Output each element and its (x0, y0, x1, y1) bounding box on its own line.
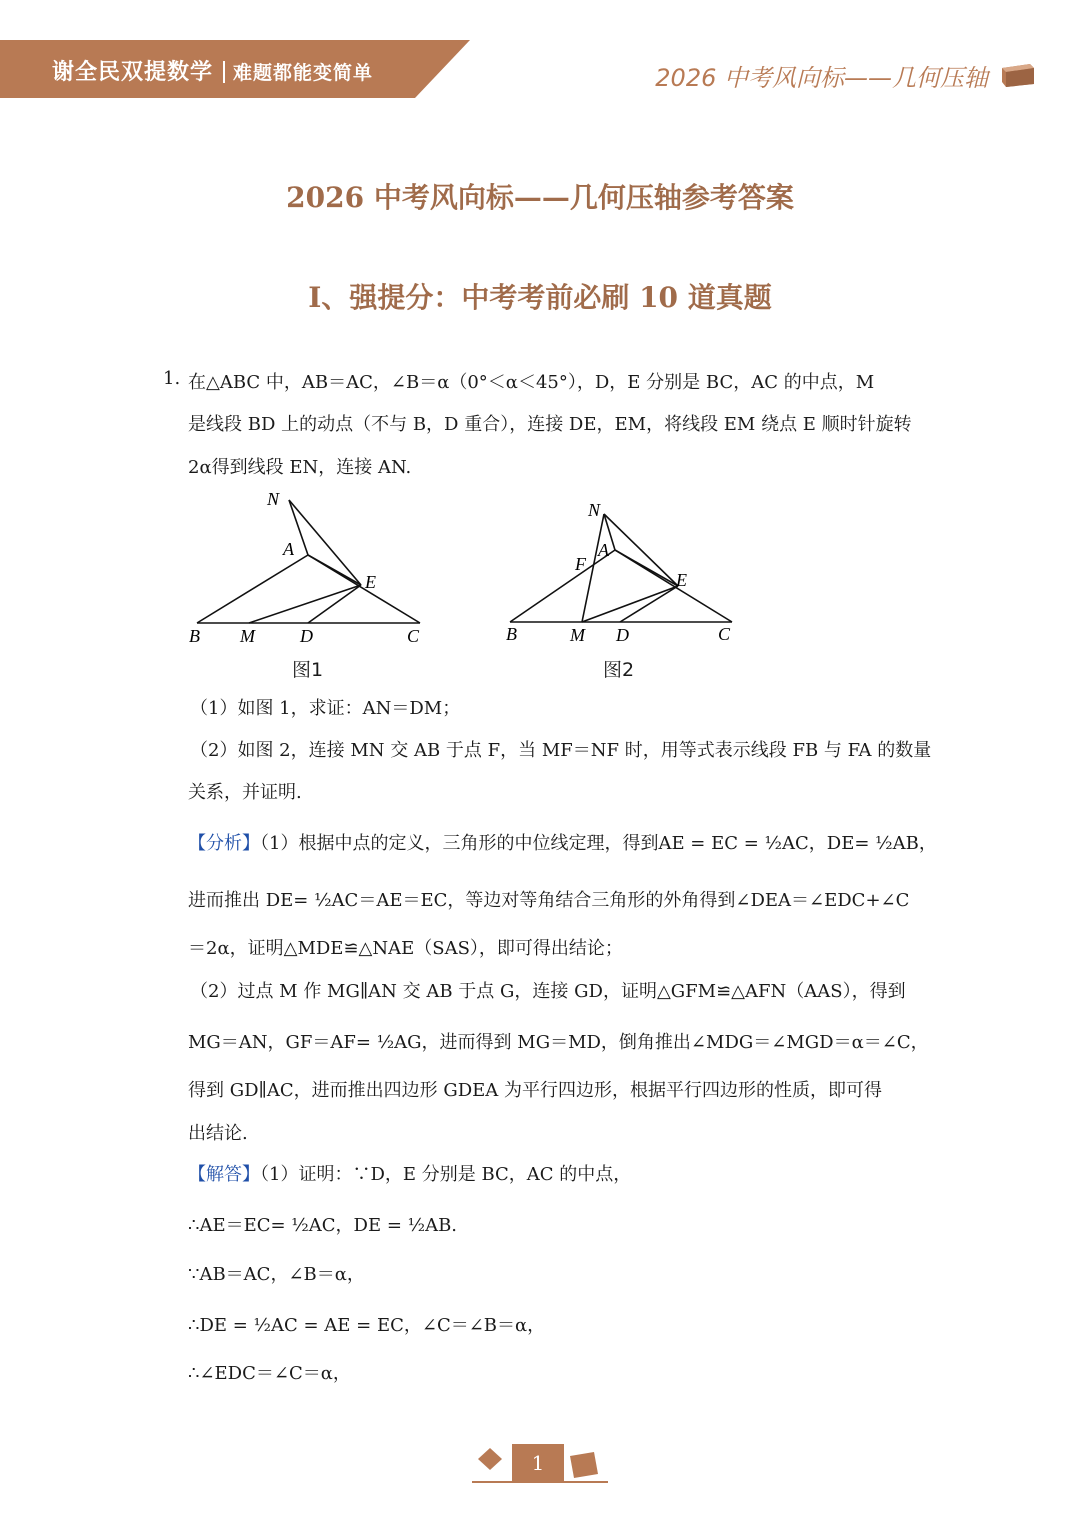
vertex-label: A (283, 539, 294, 559)
vertex-label: M (240, 626, 255, 646)
header-series-title: 2026 中考风向标——几何压轴 (655, 64, 988, 92)
solution-text: （1）证明：∵D，E 分别是 BC，AC 的中点， (260, 1164, 632, 1185)
question-stem-line: 2α得到线段 EN，连接 AN. (188, 457, 412, 478)
vertex-label: B (189, 626, 200, 646)
analysis-line: ＝2α，证明△MDE≌△NAE（SAS），即可得出结论； (188, 938, 623, 959)
analysis-line: 出结论. (188, 1123, 248, 1144)
brand-tagline: 难题都能变简单 (233, 62, 374, 84)
vertex-label: D (300, 626, 313, 646)
question-part-2: 关系，并证明. (188, 782, 302, 803)
solution-line: ∵AB＝AC，∠B＝α， (188, 1264, 365, 1285)
vertex-label: D (616, 625, 629, 645)
analysis-tag: 【分析】 (188, 833, 260, 854)
vertex-label: A (598, 540, 609, 560)
solution-line (188, 1160, 631, 1186)
vertex-label: E (676, 570, 687, 590)
question-part-2: （2）如图 2，连接 MN 交 AB 于点 F，当 MF＝NF 时，用等式表示线段 FB 与 FA 的数量 (190, 740, 932, 761)
question-stem-line: 在△ABC 中，AB＝AC，∠B＝α（0°＜α＜45°），D，E 分别是 BC，AC 的中点，M (188, 372, 875, 393)
vertex-label: C (718, 624, 731, 644)
book-icon (1000, 60, 1036, 88)
solution-line: ∴DE = ½AC = AE = EC，∠C＝∠B＝α， (188, 1315, 546, 1336)
brand (52, 55, 373, 86)
analysis-line: （2）过点 M 作 MG∥AN 交 AB 于点 G，连接 GD，证明△GFM≌△AFN（AAS），得到 (190, 981, 906, 1002)
analysis-line: 得到 GD∥AC，进而推出四边形 GDEA 为平行四边形，根据平行四边形的性质，即可得 (188, 1080, 883, 1101)
section-title: Ⅰ、强提分：中考考前必刷 10 道真题 (308, 281, 772, 314)
page-number: 1 (512, 1444, 564, 1482)
question-part-1: （1）如图 1，求证：AN＝DM； (190, 698, 461, 719)
question-stem-line: 是线段 BD 上的动点（不与 B，D 重合），连接 DE，EM，将线段 EM 绕点 E 顺时针旋转 (188, 414, 912, 435)
analysis-line: MG＝AN，GF＝AF= ½AG，进而得到 MG＝MD，倒角推出∠MDG＝∠MGD＝α＝∠C， (188, 1032, 929, 1053)
figure-2 (502, 498, 742, 648)
solution-tag: 【解答】 (188, 1164, 260, 1185)
page-header (0, 0, 1080, 100)
vertex-label: M (570, 625, 585, 645)
vertex-label: N (588, 500, 601, 520)
vertex-label: N (267, 489, 280, 509)
brand-name: 谢全民双提数学 (52, 60, 214, 85)
analysis-line (188, 829, 937, 855)
vertex-label: B (506, 624, 517, 644)
question-number: 1. (163, 368, 181, 389)
vertex-label: E (365, 572, 376, 592)
figure-1 (185, 485, 435, 650)
figure-2-caption: 图2 (603, 659, 635, 681)
solution-line: ∴AE＝EC= ½AC，DE = ½AB. (188, 1215, 458, 1236)
analysis-line: 进而推出 DE= ½AC＝AE＝EC，等边对等角结合三角形的外角得到∠DEA＝∠EDC+∠C (188, 890, 910, 911)
figure-1-caption: 图1 (292, 659, 324, 681)
vertex-label: F (575, 554, 586, 574)
analysis-text: （1）根据中点的定义，三角形的中位线定理，得到AE = EC = ½AC，DE= ½AB， (260, 833, 937, 854)
solution-line: ∴∠EDC＝∠C＝α， (188, 1363, 351, 1384)
vertex-label: C (407, 626, 420, 646)
document-title: 2026 中考风向标——几何压轴参考答案 (286, 181, 794, 214)
brand-divider (223, 61, 225, 83)
